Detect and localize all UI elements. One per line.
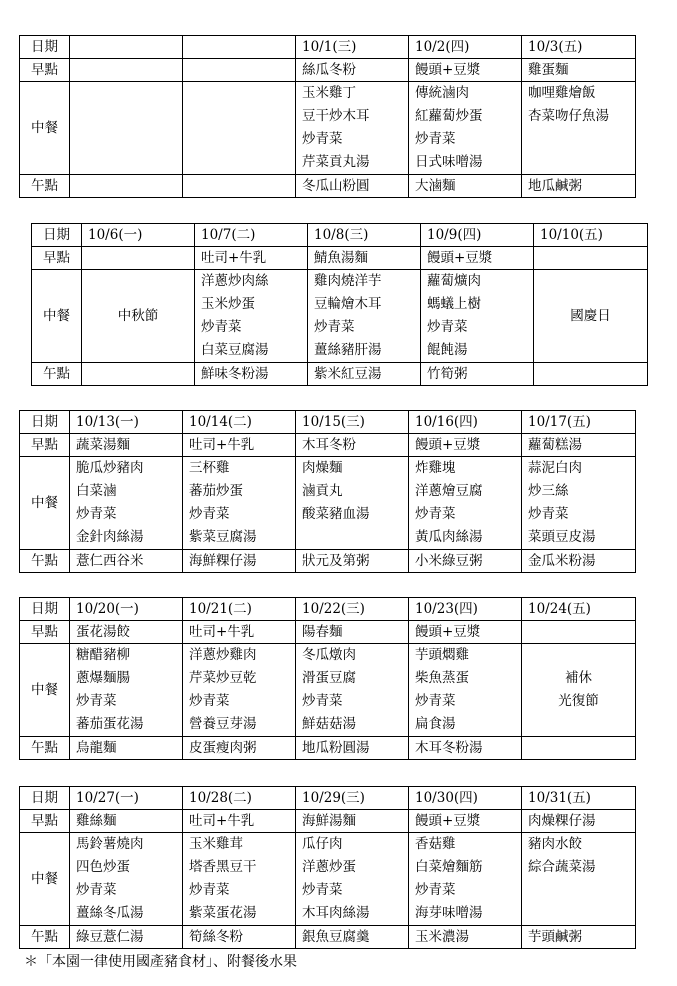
- week-4-table: [19, 597, 636, 760]
- snack-cell: 大滷麵: [409, 175, 522, 198]
- lunch-cell: [409, 82, 522, 175]
- dish: 雞肉燒洋芋: [314, 273, 382, 289]
- dish: 豬肉水餃: [528, 836, 582, 852]
- snack-label: 午點: [20, 926, 70, 949]
- breakfast-row: [20, 621, 636, 644]
- date-cell: 10/28(二): [183, 787, 296, 810]
- snack-row: [20, 737, 636, 760]
- breakfast-label: 早點: [20, 621, 70, 644]
- week-2-table: [31, 223, 648, 386]
- dish: 炒三絲: [528, 483, 569, 499]
- lunch-label: 中餐: [20, 82, 70, 175]
- lunch-cell: [70, 833, 183, 926]
- lunch-cell: [296, 82, 409, 175]
- breakfast-cell: 鯖魚湯麵: [308, 247, 421, 270]
- date-cell: 10/17(五): [522, 411, 636, 434]
- date-cell: 10/31(五): [522, 787, 636, 810]
- breakfast-label: 早點: [20, 59, 70, 82]
- snack-cell: [534, 363, 648, 386]
- dish: 蕃茄炒蛋: [189, 483, 243, 499]
- lunch-row: [20, 833, 636, 926]
- date-row: [20, 36, 636, 59]
- date-cell: 10/24(五): [522, 598, 636, 621]
- snack-cell: 竹筍粥: [421, 363, 534, 386]
- dish: 紅蘿蔔炒蛋: [415, 108, 483, 124]
- dish: 螞蟻上樹: [427, 296, 481, 312]
- dish: 炒青菜: [415, 693, 456, 709]
- dish: 白菜滷: [76, 483, 117, 499]
- breakfast-row: [20, 810, 636, 833]
- week-3-table: [19, 410, 636, 573]
- dish: 芹菜貢丸湯: [302, 154, 370, 170]
- breakfast-cell: 蘿蔔糕湯: [522, 434, 636, 457]
- dish: 炒青菜: [427, 319, 468, 335]
- snack-row: [20, 926, 636, 949]
- lunch-cell: [409, 457, 522, 550]
- lunch-cell: [409, 833, 522, 926]
- dish: 蒜泥白肉: [528, 460, 582, 476]
- lunch-cell: [183, 82, 296, 175]
- dish: 玉米炒蛋: [201, 296, 255, 312]
- dish: 炒青菜: [76, 882, 117, 898]
- lunch-cell: [70, 457, 183, 550]
- breakfast-cell: 吐司+牛乳: [183, 434, 296, 457]
- lunch-cell: [522, 457, 636, 550]
- date-label: 日期: [20, 787, 70, 810]
- dish: 炒青菜: [528, 506, 569, 522]
- dish: 蕃茄蛋花湯: [76, 716, 144, 732]
- dish: 洋蔥炒肉絲: [201, 273, 269, 289]
- date-label: 日期: [20, 36, 70, 59]
- snack-cell: 海鮮粿仔湯: [183, 550, 296, 573]
- snack-cell: [70, 175, 183, 198]
- week-5-table: [19, 786, 636, 949]
- snack-cell: 紫米紅豆湯: [308, 363, 421, 386]
- dish: 炒青菜: [415, 882, 456, 898]
- date-cell: 10/20(一): [70, 598, 183, 621]
- dish: 玉米雞茸: [189, 836, 243, 852]
- dish: 杏菜吻仔魚湯: [528, 108, 609, 124]
- snack-cell: 木耳冬粉湯: [409, 737, 522, 760]
- breakfast-cell: 陽春麵: [296, 621, 409, 644]
- dish: 炒青菜: [302, 693, 343, 709]
- dish: 傳統滷肉: [415, 85, 469, 101]
- date-cell: 10/8(三): [308, 224, 421, 247]
- dish: 炒青菜: [415, 506, 456, 522]
- dish: 紫菜蛋花湯: [189, 905, 257, 921]
- breakfast-cell: 木耳冬粉: [296, 434, 409, 457]
- dish: 菜頭豆皮湯: [528, 529, 596, 545]
- date-row: [20, 598, 636, 621]
- breakfast-cell: 蔬菜湯麵: [70, 434, 183, 457]
- dish: 炸雞塊: [415, 460, 456, 476]
- dish: 炒青菜: [314, 319, 355, 335]
- lunch-cell: [195, 270, 308, 363]
- week-1-table: [19, 35, 636, 198]
- lunch-cell: [183, 644, 296, 737]
- breakfast-cell: 饅頭+豆漿: [409, 810, 522, 833]
- lunch-cell: [296, 644, 409, 737]
- breakfast-label: 早點: [20, 810, 70, 833]
- dish: 芋頭燜雞: [415, 647, 469, 663]
- lunch-cell: [183, 457, 296, 550]
- lunch-label: 中餐: [20, 457, 70, 550]
- footer-note: ＊「本園一律使用國產豬食材」、附餐後水果: [24, 954, 297, 970]
- breakfast-cell: 海鮮湯麵: [296, 810, 409, 833]
- dish: 蘿蔔爌肉: [427, 273, 481, 289]
- breakfast-row: [32, 247, 648, 270]
- snack-cell: 銀魚豆腐羹: [296, 926, 409, 949]
- dish: 營養豆芽湯: [189, 716, 257, 732]
- dish: 肉燥麵: [302, 460, 343, 476]
- breakfast-label: 早點: [32, 247, 82, 270]
- dish: 冬瓜燉肉: [302, 647, 356, 663]
- lunch-row: [20, 457, 636, 550]
- dish: 餛飩湯: [427, 342, 468, 358]
- snack-cell: 地瓜粉圓湯: [296, 737, 409, 760]
- dish: 薑絲冬瓜湯: [76, 905, 144, 921]
- dish: 白菜燴麵筋: [415, 859, 483, 875]
- dish: 炒青菜: [415, 131, 456, 147]
- snack-label: 午點: [20, 175, 70, 198]
- date-cell: 10/7(二): [195, 224, 308, 247]
- dish: 木耳肉絲湯: [302, 905, 370, 921]
- date-cell: 10/16(四): [409, 411, 522, 434]
- lunch-cell: [409, 644, 522, 737]
- dish: 日式味噌湯: [415, 154, 483, 170]
- lunch-row: [20, 82, 636, 175]
- dish: 滷貢丸: [302, 483, 343, 499]
- dish: 紫菜豆腐湯: [189, 529, 257, 545]
- breakfast-cell: 饅頭+豆漿: [409, 621, 522, 644]
- lunch-cell: [70, 644, 183, 737]
- breakfast-cell: 吐司+牛乳: [195, 247, 308, 270]
- date-cell: 10/6(一): [82, 224, 195, 247]
- dish: 炒青菜: [76, 693, 117, 709]
- breakfast-cell: 雞蛋麵: [522, 59, 636, 82]
- snack-label: 午點: [20, 550, 70, 573]
- dish: 蔥爆麵腸: [76, 670, 130, 686]
- date-cell: 10/13(一): [70, 411, 183, 434]
- snack-cell: 地瓜鹹粥: [522, 175, 636, 198]
- dish: 四色炒蛋: [76, 859, 130, 875]
- lunch-cell: [183, 833, 296, 926]
- dish: 扁食湯: [415, 716, 456, 732]
- dish: 柴魚蒸蛋: [415, 670, 469, 686]
- snack-cell: 皮蛋瘦肉粥: [183, 737, 296, 760]
- dish: 綜合蔬菜湯: [528, 859, 596, 875]
- holiday-text: 補休: [565, 670, 592, 686]
- dish: 咖哩雞燴飯: [528, 85, 596, 101]
- holiday-text: 光復節: [558, 693, 599, 709]
- breakfast-cell: 肉燥粿仔湯: [522, 810, 636, 833]
- snack-cell: [183, 175, 296, 198]
- dish: 洋蔥炒蛋: [302, 859, 356, 875]
- breakfast-cell: 饅頭+豆漿: [421, 247, 534, 270]
- lunch-cell: [421, 270, 534, 363]
- dish: 鮮菇菇湯: [302, 716, 356, 732]
- dish: 三杯雞: [189, 460, 230, 476]
- snack-cell: 烏龍麵: [70, 737, 183, 760]
- date-cell: 10/9(四): [421, 224, 534, 247]
- breakfast-cell: [70, 59, 183, 82]
- dish: 黃瓜肉絲湯: [415, 529, 483, 545]
- date-label: 日期: [20, 411, 70, 434]
- breakfast-row: [20, 59, 636, 82]
- date-cell: 10/30(四): [409, 787, 522, 810]
- snack-row: [20, 550, 636, 573]
- lunch-cell: [70, 82, 183, 175]
- breakfast-cell: [183, 59, 296, 82]
- dish: 炒青菜: [189, 693, 230, 709]
- breakfast-cell: [534, 247, 648, 270]
- date-cell: [70, 36, 183, 59]
- date-label: 日期: [32, 224, 82, 247]
- dish: 炒青菜: [302, 131, 343, 147]
- snack-cell: 狀元及第粥: [296, 550, 409, 573]
- date-row: [20, 787, 636, 810]
- date-cell: 10/22(三): [296, 598, 409, 621]
- date-cell: 10/15(三): [296, 411, 409, 434]
- date-cell: [183, 36, 296, 59]
- lunch-label: 中餐: [32, 270, 82, 363]
- snack-row: [32, 363, 648, 386]
- snack-label: 午點: [20, 737, 70, 760]
- date-cell: 10/21(二): [183, 598, 296, 621]
- date-row: [20, 411, 636, 434]
- lunch-cell: [522, 833, 636, 926]
- dish: 豆干炒木耳: [302, 108, 370, 124]
- date-cell: 10/14(二): [183, 411, 296, 434]
- breakfast-cell: 吐司+牛乳: [183, 810, 296, 833]
- dish: 瓜仔肉: [302, 836, 343, 852]
- snack-label: 午點: [32, 363, 82, 386]
- date-row: [32, 224, 648, 247]
- date-cell: 10/27(一): [70, 787, 183, 810]
- dish: 洋蔥炒雞肉: [189, 647, 257, 663]
- dish: 炒青菜: [302, 882, 343, 898]
- breakfast-cell: 饅頭+豆漿: [409, 434, 522, 457]
- date-cell: 10/23(四): [409, 598, 522, 621]
- snack-cell: [522, 737, 636, 760]
- dish: 金針肉絲湯: [76, 529, 144, 545]
- date-cell: 10/2(四): [409, 36, 522, 59]
- snack-cell: 薏仁西谷米: [70, 550, 183, 573]
- dish: 海芽味噌湯: [415, 905, 483, 921]
- snack-cell: 筍絲冬粉: [183, 926, 296, 949]
- dish: 炒青菜: [189, 506, 230, 522]
- dish: 薑絲豬肝湯: [314, 342, 382, 358]
- snack-cell: 綠豆薏仁湯: [70, 926, 183, 949]
- lunch-label: 中餐: [20, 644, 70, 737]
- dish: 香菇雞: [415, 836, 456, 852]
- dish: 酸菜豬血湯: [302, 506, 370, 522]
- snack-cell: 鮮味冬粉湯: [195, 363, 308, 386]
- date-label: 日期: [20, 598, 70, 621]
- dish: 芹菜炒豆乾: [189, 670, 257, 686]
- breakfast-cell: [522, 621, 636, 644]
- dish: 玉米雞丁: [302, 85, 356, 101]
- lunch-label: 中餐: [20, 833, 70, 926]
- breakfast-cell: 雞絲麵: [70, 810, 183, 833]
- snack-cell: 芋頭鹹粥: [522, 926, 636, 949]
- dish: 炒青菜: [76, 506, 117, 522]
- dish: 糖醋豬柳: [76, 647, 130, 663]
- dish: 炒青菜: [201, 319, 242, 335]
- lunch-cell: [296, 833, 409, 926]
- breakfast-cell: 饅頭+豆漿: [409, 59, 522, 82]
- date-cell: 10/10(五): [534, 224, 648, 247]
- date-cell: 10/1(三): [296, 36, 409, 59]
- lunch-cell: [296, 457, 409, 550]
- breakfast-cell: 絲瓜冬粉: [296, 59, 409, 82]
- dish: 滑蛋豆腐: [302, 670, 356, 686]
- snack-cell: 玉米濃湯: [409, 926, 522, 949]
- lunch-cell-holiday: 中秋節: [82, 270, 195, 363]
- lunch-cell-holiday: [522, 644, 636, 737]
- breakfast-cell: 蛋花湯餃: [70, 621, 183, 644]
- dish: 炒青菜: [189, 882, 230, 898]
- date-cell: 10/29(三): [296, 787, 409, 810]
- breakfast-cell: 吐司+牛乳: [183, 621, 296, 644]
- snack-cell: [82, 363, 195, 386]
- breakfast-cell: [82, 247, 195, 270]
- snack-cell: 小米綠豆粥: [409, 550, 522, 573]
- dish: 塔香黑豆干: [189, 859, 257, 875]
- lunch-cell-holiday: 國慶日: [534, 270, 648, 363]
- lunch-cell: [522, 82, 636, 175]
- lunch-row: [20, 644, 636, 737]
- dish: 白菜豆腐湯: [201, 342, 269, 358]
- lunch-cell: [308, 270, 421, 363]
- breakfast-label: 早點: [20, 434, 70, 457]
- snack-cell: 金瓜米粉湯: [522, 550, 636, 573]
- snack-row: [20, 175, 636, 198]
- date-cell: 10/3(五): [522, 36, 636, 59]
- dish: 洋蔥燴豆腐: [415, 483, 483, 499]
- snack-cell: 冬瓜山粉圓: [296, 175, 409, 198]
- dish: 豆輪燴木耳: [314, 296, 382, 312]
- breakfast-row: [20, 434, 636, 457]
- dish: 馬鈴薯燒肉: [76, 836, 144, 852]
- lunch-row: [32, 270, 648, 363]
- dish: 脆瓜炒豬肉: [76, 460, 144, 476]
